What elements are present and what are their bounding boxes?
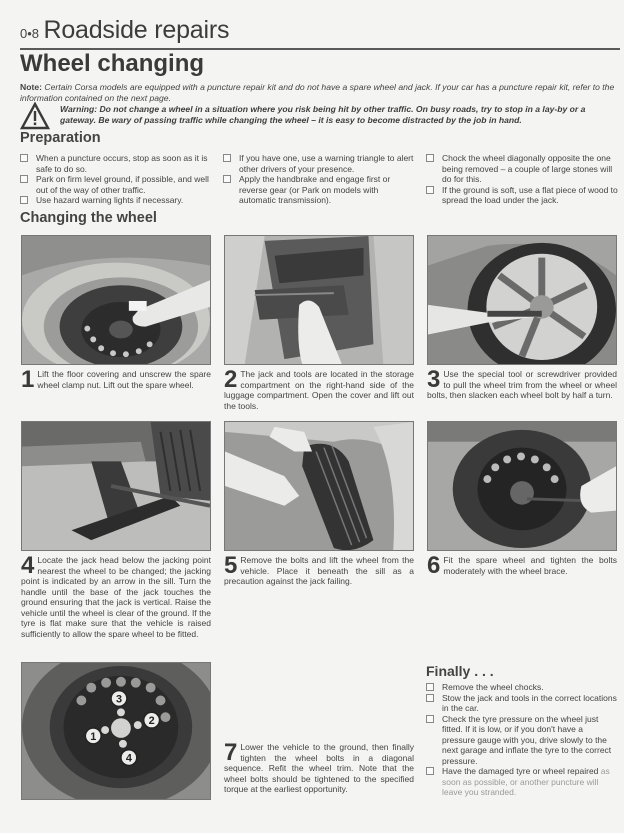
checklist-item: If the ground is soft, use a flat piece of wood to spread the load under the jack.: [426, 185, 618, 206]
note-text: Certain Corsa models are equipped with a puncture repair kit and do not have a spare wheel and jack. If your car has a puncture repair kit, refer to the information contained on the next page.: [20, 82, 615, 103]
checklist-item: Park on firm level ground, if possible, and well out of the way of other traffic.: [20, 174, 212, 195]
step-number: 6: [427, 552, 441, 579]
checkbox-icon: [426, 694, 434, 702]
photo-bolt-tightening-sequence: [21, 662, 211, 800]
bolt-label-4: 4: [125, 752, 132, 765]
checkbox-icon: [20, 196, 28, 204]
warning-text: Warning: Do not change a wheel in a situation where you risk being hit by other traffic. On busy roads, try to stop in a lay-by or a gateway. Be wary of passing traffic while changing the wheel – it is easy to become distracted by the job in hand.: [60, 104, 586, 125]
page-title: Wheel changing: [20, 50, 205, 77]
bolt-label-2: 2: [148, 715, 155, 728]
preparation-list-col1: [20, 153, 212, 206]
checklist-item: Have the damaged tyre or wheel repaired as soon as possible, or another puncture will leave you stranded.: [426, 766, 618, 798]
checklist-item: When a puncture occurs, stop as soon as it is safe to do so.: [20, 153, 212, 174]
step-2: 2 The jack and tools are located in the storage compartment on the right-hand side of the luggage compartment. Open the cover and lift out the tools.: [224, 366, 414, 411]
page-number: 0•8: [20, 26, 40, 41]
bolt-label-1: 1: [90, 730, 97, 743]
checkbox-icon: [223, 154, 231, 162]
step-number: 5: [224, 552, 238, 579]
checkbox-icon: [223, 175, 231, 183]
checkbox-icon: [426, 767, 434, 775]
photo-removing-wheel-trim: [427, 235, 617, 365]
step-number: 4: [21, 552, 35, 579]
photo-lifting-wheel-off: [224, 421, 414, 551]
warning-box: [20, 102, 620, 132]
section-title: Roadside repairs: [43, 16, 230, 44]
checklist-item: Remove the wheel chocks.: [426, 682, 618, 693]
photo-fitting-spare-wheel: [427, 421, 617, 551]
step-number: 3: [427, 366, 441, 393]
checklist-item: Chock the wheel diagonally opposite the one being removed – a couple of large stones will do for this.: [426, 153, 618, 185]
step-number: 2: [224, 366, 238, 393]
bolt-label-3: 3: [115, 693, 122, 706]
preparation-heading: Preparation: [20, 130, 101, 146]
checkbox-icon: [426, 154, 434, 162]
warning-triangle-icon: [20, 102, 50, 130]
photo-spare-wheel-in-boot: [21, 235, 211, 365]
step-6: 6 Fit the spare wheel and tighten the bolts moderately with the wheel brace.: [427, 552, 617, 579]
checkbox-icon: [426, 186, 434, 194]
changing-heading: Changing the wheel: [20, 210, 157, 226]
step-1: 1 Lift the floor covering and unscrew the spare wheel clamp nut. Lift out the spare wheel.: [21, 366, 211, 393]
step-4: 4 Locate the jack head below the jacking point nearest the wheel to be changed; the jacking point is indicated by an arrow in the sill. Turn the handle until the base of the jack touches the ground ensuring that the jack is vertical. Raise the vehicle until the wheel is clear of the ground. If the tyre is flat make sure that the vehicle is raised sufficiently to allow the spare wheel to be fitted.: [21, 552, 211, 639]
step-number: 1: [21, 366, 35, 393]
checkbox-icon: [20, 154, 28, 162]
checkbox-icon: [426, 683, 434, 691]
step-5: 5 Remove the bolts and lift the wheel from the vehicle. Place it beneath the sill as a precaution against the jack failing.: [224, 552, 414, 586]
checklist-item: Stow the jack and tools in the correct locations in the car.: [426, 693, 618, 714]
preparation-list-col2: [223, 153, 415, 206]
finally-list: [426, 682, 618, 798]
step-number: 7: [224, 739, 238, 766]
photo-jack-storage-compartment: [224, 235, 414, 365]
preparation-list-col3: [426, 153, 618, 206]
photo-jack-under-sill: [21, 421, 211, 551]
step-3: 3 Use the special tool or screwdriver provided to pull the wheel trim from the wheel or wheel bolts, then slacken each wheel bolt by half a turn.: [427, 366, 617, 400]
checkbox-icon: [20, 175, 28, 183]
step-7: 7 Lower the vehicle to the ground, then finally tighten the wheel bolts in a diagonal sequence. Refit the wheel trim. Note that the wheel bolts should be tightened to the specified torque at the earliest opportunity.: [224, 739, 414, 794]
note-label: Note:: [20, 82, 42, 92]
checklist-item: Apply the handbrake and engage first or reverse gear (or Park on models with automatic transmission).: [223, 174, 415, 206]
checklist-item: If you have one, use a warning triangle to alert other drivers of your presence.: [223, 153, 415, 174]
checklist-item: Use hazard warning lights if necessary.: [20, 195, 212, 206]
finally-heading: Finally . . .: [426, 663, 494, 679]
checkbox-icon: [426, 715, 434, 723]
note: [20, 82, 620, 104]
checklist-item: Check the tyre pressure on the wheel just fitted. If it is low, or if you don't have a pressure gauge with you, drive slowly to the next garage and inflate the tyre to the correct pressure.: [426, 714, 618, 767]
page-header: [20, 16, 620, 45]
